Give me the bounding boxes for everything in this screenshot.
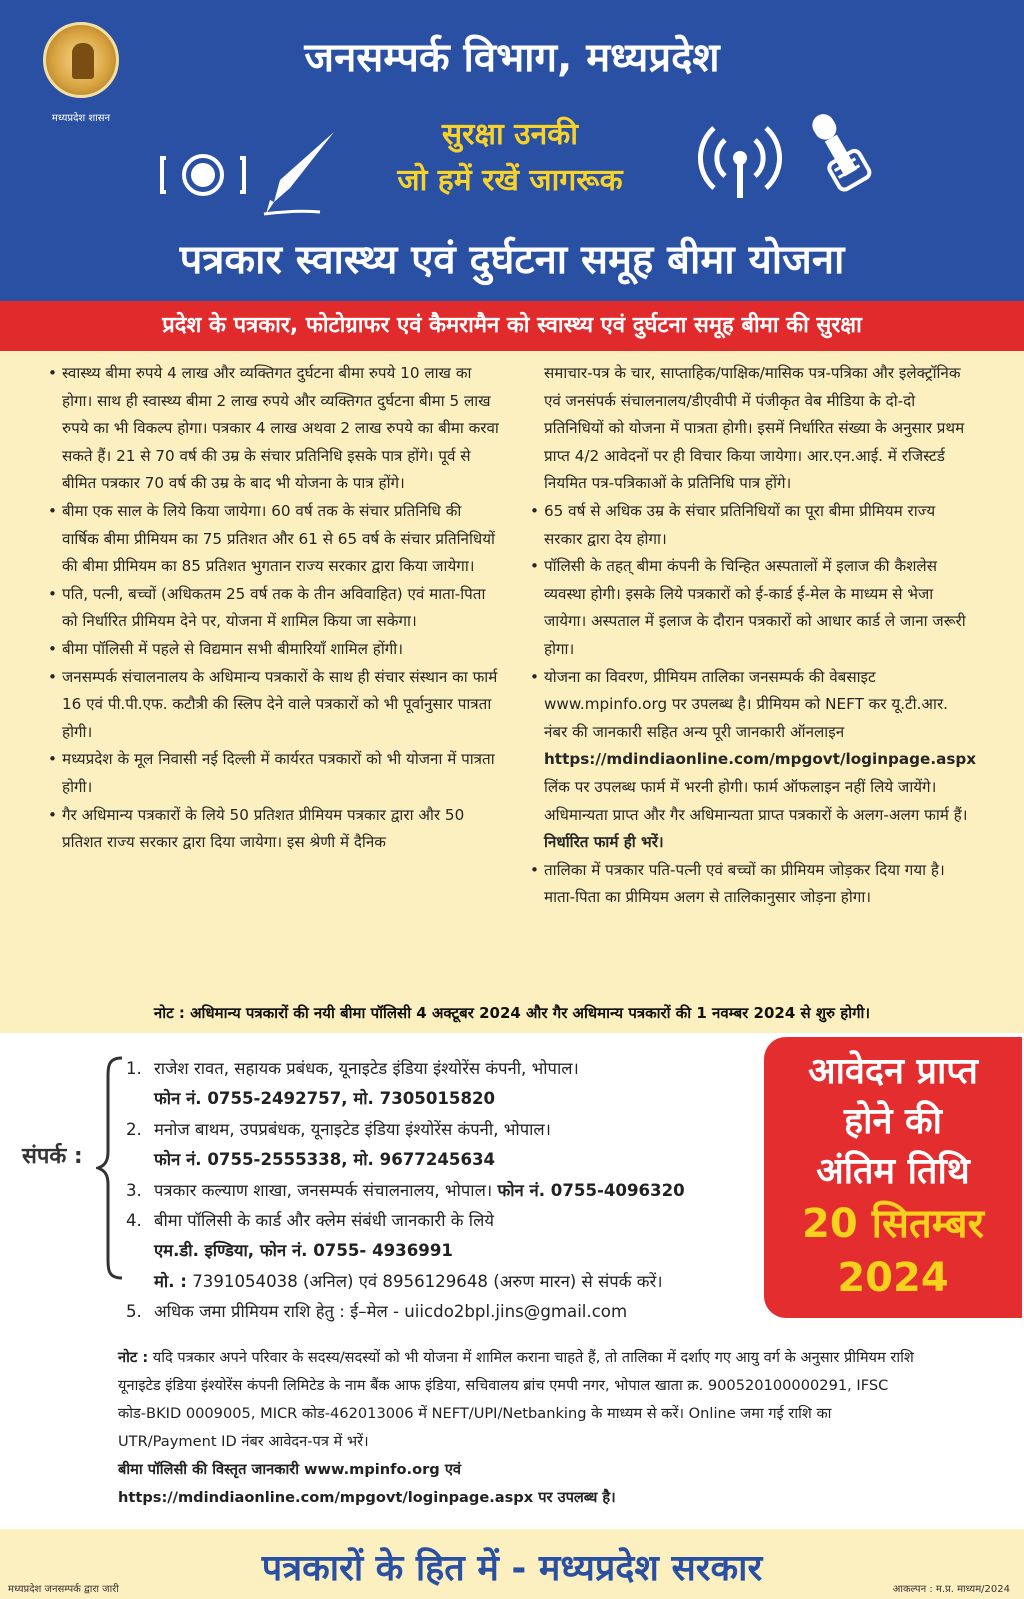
list-item: • मध्यप्रदेश के मूल निवासी नई दिल्ली में कार्यरत पत्रकारों को भी योजना में पात्रता होगी। xyxy=(48,746,500,801)
contact-line: बीमा पॉलिसी के कार्ड और क्लेम संबंधी जानकारी के लिये xyxy=(154,1211,494,1231)
contact-line: राजेश रावत, सहायक प्रबंधक, यूनाइटेड इंडिया इंश्योरेंस कंपनी, भोपाल। xyxy=(154,1059,579,1078)
contact-item xyxy=(126,1115,746,1145)
last-date-label-line: आवेदन प्राप्त xyxy=(808,1051,978,1092)
list-item: • गैर अधिमान्य पत्रकारों के लिये 50 प्रतिशत प्रीमियम पत्रकार द्वारा और 50 प्रतिशत राज्य सरकार द्वारा दिया जायेगा। इस श्रेणी में दैनिक xyxy=(48,802,500,857)
contact-label: संपर्क : xyxy=(22,1144,83,1169)
contact-phone: एम.डी. इण्डिया, फोन नं. 0755- 4936991 xyxy=(154,1241,453,1261)
broadcast-signal-icon xyxy=(690,118,790,200)
website-text-cont: लिंक पर उपलब्ध फार्म में भरनी होगी। फार्म ऑफलाइन नहीं लिये जायेंगे। अधिमान्यता प्राप्त और गैर अधिमान्यता प्राप्त पत्रकारों के अलग-अलग फार्म हैं। xyxy=(544,777,968,824)
left-bullet-list xyxy=(48,360,500,857)
subtitle-band: प्रदेश के पत्रकार, फोटोग्राफर एवं कैमरामैन को स्वास्थ्य एवं दुर्घटना समूह बीमा की सुरक्षा xyxy=(0,301,1024,351)
department-title: जनसम्पर्क विभाग, मध्यप्रदेश xyxy=(304,35,720,81)
registration-link[interactable]: https://mdindiaonline.com/mpgovt/loginpage.aspx xyxy=(544,750,977,769)
list-item: • पति, पत्नी, बच्चों (अधिकतम 25 वर्ष तक के तीन अविवाहित) एवं माता-पिता को निर्धारित प्रीमियम देने पर, योजना में शामिल किया जा सकेगा। xyxy=(48,581,500,636)
contact-item xyxy=(126,1054,746,1084)
continued-paragraph: समाचार-पत्र के चार, साप्ताहिक/पाक्षिक/मासिक पत्र-पत्रिका और इलेक्ट्रॉनिक एवं जनसंपर्क संचालनालय/डीएवीपी में पंजीकृत वेब मीडिया के दो-दो प्रतिनिधियों को योजना में पात्रता होगी। इसमें निर्धारित संख्या के अनुसार प्रथम प्राप्त 4/2 आवेदनों पर ही विचार किया जायेगा। आर.एन.आई. में रजिस्टर्ड नियमित पत्र-पत्रिकाओं के प्रतिनिधि पात्र होंगे। xyxy=(544,364,965,493)
contact-line: अधिक जमा प्रीमियम राशि हेतु : ई–मेल - uiicdo2bpl.jins@gmail.com xyxy=(154,1302,628,1322)
right-bullet-list xyxy=(530,498,976,912)
note-body: यदि पत्रकार अपने परिवार के सदस्य/सदस्यों को भी योजना में शामिल कराना चाहते हैं, तो तालिका में दर्शाए गए आयु वर्ग के अनुसार प्रीमियम राशि यूनाइटेड इंडिया इंश्योरेंस कंपनी लिमिटेड के नाम बैंक आफ इंडिया, सचिवालय ब्रांच एमपी नगर, भोपाल खाता क्र. 900520100000291, IFSC कोड-BKID 0009005, MICR कोड-462013006 में NEFT/UPI/Netbanking के माध्यम से करें। Online जमा गई राशि का UTR/Payment ID नंबर आवेदन-पत्र में भरें। xyxy=(118,1349,914,1450)
contact-phone: फोन नं. 0755-2555338, मो. 9677245634 xyxy=(154,1150,496,1170)
last-date-day: 20 सितम्बर xyxy=(802,1201,984,1247)
left-column xyxy=(48,360,500,857)
last-date-year: 2024 xyxy=(837,1255,949,1301)
info-line: https://mdindiaonline.com/mpgovt/loginpage.aspx पर उपलब्ध है। xyxy=(118,1489,616,1506)
list-item: • 65 वर्ष से अधिक उम्र के संचार प्रतिनिधियों का पूरा बीमा प्रीमियम राज्य सरकार द्वारा देय होगा। xyxy=(530,498,976,553)
form-emphasis: निर्धारित फार्म ही भरें। xyxy=(544,833,664,852)
right-column xyxy=(530,360,976,912)
tagline-line-2: जो हमें रखें जागरूक xyxy=(397,163,623,198)
last-date-label-line: अंतिम तिथि xyxy=(816,1151,970,1192)
list-item: • जनसम्पर्क संचालनालय के अधिमान्य पत्रकारों के साथ ही संचार संस्थान का फार्म 16 एवं पी.पी.एफ. कटौत्री की स्लिप देने वाले पत्रकारों को भी पूर्वानुसार पात्रता होगी। xyxy=(48,664,500,747)
curly-brace xyxy=(96,1056,126,1280)
list-item: • पॉलिसी के तहत् बीमा कंपनी के चिन्हित अस्पतालों में इलाज की कैशलेस व्यवस्था होगी। इसके लिये पत्रकारों को ई-कार्ड ई-मेल के माध्यम से भेजा जायेगा। अस्पताल में इलाज के दौरान पत्रकारों को आधार कार्ड ले जाना जरूरी होगा। xyxy=(530,553,976,663)
note-label: नोट : xyxy=(118,1349,149,1366)
fountain-pen-icon xyxy=(260,128,340,218)
list-item-website xyxy=(530,664,976,857)
list-item: • बीमा एक साल के लिये किया जायेगा। 60 वर्ष तक के संचार प्रतिनिधि की वार्षिक बीमा प्रीमियम का 75 प्रतिशत और 61 से 65 वर्ष के संचार प्रतिनिधियों की बीमा प्रीमियम का 85 प्रतिशत भुगतान राज्य सरकार द्वारा किया जायेगा। xyxy=(48,498,500,581)
tagline xyxy=(340,112,680,204)
contact-phone: फोन नं. 0755-4096320 xyxy=(497,1180,685,1200)
policy-start-note: नोट : अधिमान्य पत्रकारों की नयी बीमा पॉलिसी 4 अक्टूबर 2024 और गैर अधिमान्य पत्रकारों की 1 नवम्बर 2024 से शुरु होगी। xyxy=(153,1004,871,1022)
list-item: • बीमा पॉलिसी में पहले से विद्यमान सभी बीमारियाँ शामिल होंगी। xyxy=(48,636,500,664)
last-date-value xyxy=(764,1197,1022,1305)
emblem-caption: मध्यप्रदेश शासन xyxy=(51,113,111,124)
mobile-numbers: 7391054038 (अनिल) एवं 8956129648 (अरुण मारन) से संपर्क करें। xyxy=(186,1271,663,1291)
info-line: बीमा पॉलिसी की विस्तृत जानकारी www.mpinfo.org एवं xyxy=(118,1461,462,1478)
contact-item xyxy=(126,1176,746,1206)
scheme-title: पत्रकार स्वास्थ्य एवं दुर्घटना समूह बीमा योजना xyxy=(179,237,845,283)
contact-number: 2. xyxy=(126,1119,142,1139)
header-banner xyxy=(0,0,1024,301)
last-date-box xyxy=(764,1037,1022,1318)
payment-note xyxy=(118,1344,918,1512)
list-item: • स्वास्थ्य बीमा रुपये 4 लाख और व्यक्तिगत दुर्घटना बीमा रुपये 10 लाख का होगा। साथ ही स्वास्थ्य बीमा 2 लाख रुपये और व्यक्तिगत दुर्घटना बीमा 5 लाख रुपये का भी विकल्प होगा। पत्रकार 4 लाख अथवा 2 लाख रुपये का बीमा करवा सकते हैं। 21 से 70 वर्ष की उम्र के संचार प्रतिनिधि इसके पात्र होंगे। पूर्व से बीमित पत्रकार 70 वर्ष की उम्र के बाद भी योजना के पात्र होंगे। xyxy=(48,360,500,498)
contact-phone: फोन नं. 0755-2492757, मो. 7305015820 xyxy=(154,1089,496,1109)
mobile-label: मो. : xyxy=(154,1271,187,1291)
contact-mobile xyxy=(126,1267,746,1297)
tagline-line-1: सुरक्षा उनकी xyxy=(441,117,579,152)
contact-line: मनोज बाथम, उपप्रबंधक, यूनाइटेड इंडिया इंश्योरेंस कंपनी, भोपाल। xyxy=(154,1119,551,1139)
contact-number: 1. xyxy=(126,1059,142,1078)
camera-lens-icon xyxy=(160,152,246,198)
design-credit: आकल्पन : म.प्र. माध्यम/2024 xyxy=(892,1584,1010,1595)
contact-number: 5. xyxy=(126,1302,142,1322)
issued-by: मध्यप्रदेश जनसम्पर्क द्वारा जारी xyxy=(8,1584,119,1595)
list-item: • तालिका में पत्रकार पति-पत्नी एवं बच्चों का प्रीमियम जोड़कर दिया गया है। माता-पिता का प्रीमियम अलग से तालिकानुसार जोड़ना होगा। xyxy=(530,857,976,912)
last-date-label xyxy=(764,1047,1022,1197)
contact-line: पत्रकार कल्याण शाखा, जनसम्पर्क संचालनालय, भोपाल। xyxy=(154,1180,493,1200)
website-text: योजना का विवरण, प्रीमियम तालिका जनसम्पर्क की वेबसाइट www.mpinfo.org पर उपलब्ध है। प्रीमियम को NEFT कर यू.टी.आर. नंबर की जानकारी सहित अन्य पूरी जानकारी ऑनलाइन xyxy=(544,667,948,741)
contact-number: 4. xyxy=(126,1211,142,1231)
last-date-label-line: होने की xyxy=(844,1101,942,1142)
contact-list xyxy=(126,1054,746,1328)
payment-note-text xyxy=(118,1344,918,1456)
contact-item xyxy=(126,1297,746,1327)
contact-item xyxy=(126,1206,746,1236)
footer-slogan: पत्रकारों के हित में - मध्यप्रदेश सरकार xyxy=(261,1548,763,1589)
microphone-hand-icon xyxy=(800,106,880,206)
contact-number: 3. xyxy=(126,1180,142,1200)
